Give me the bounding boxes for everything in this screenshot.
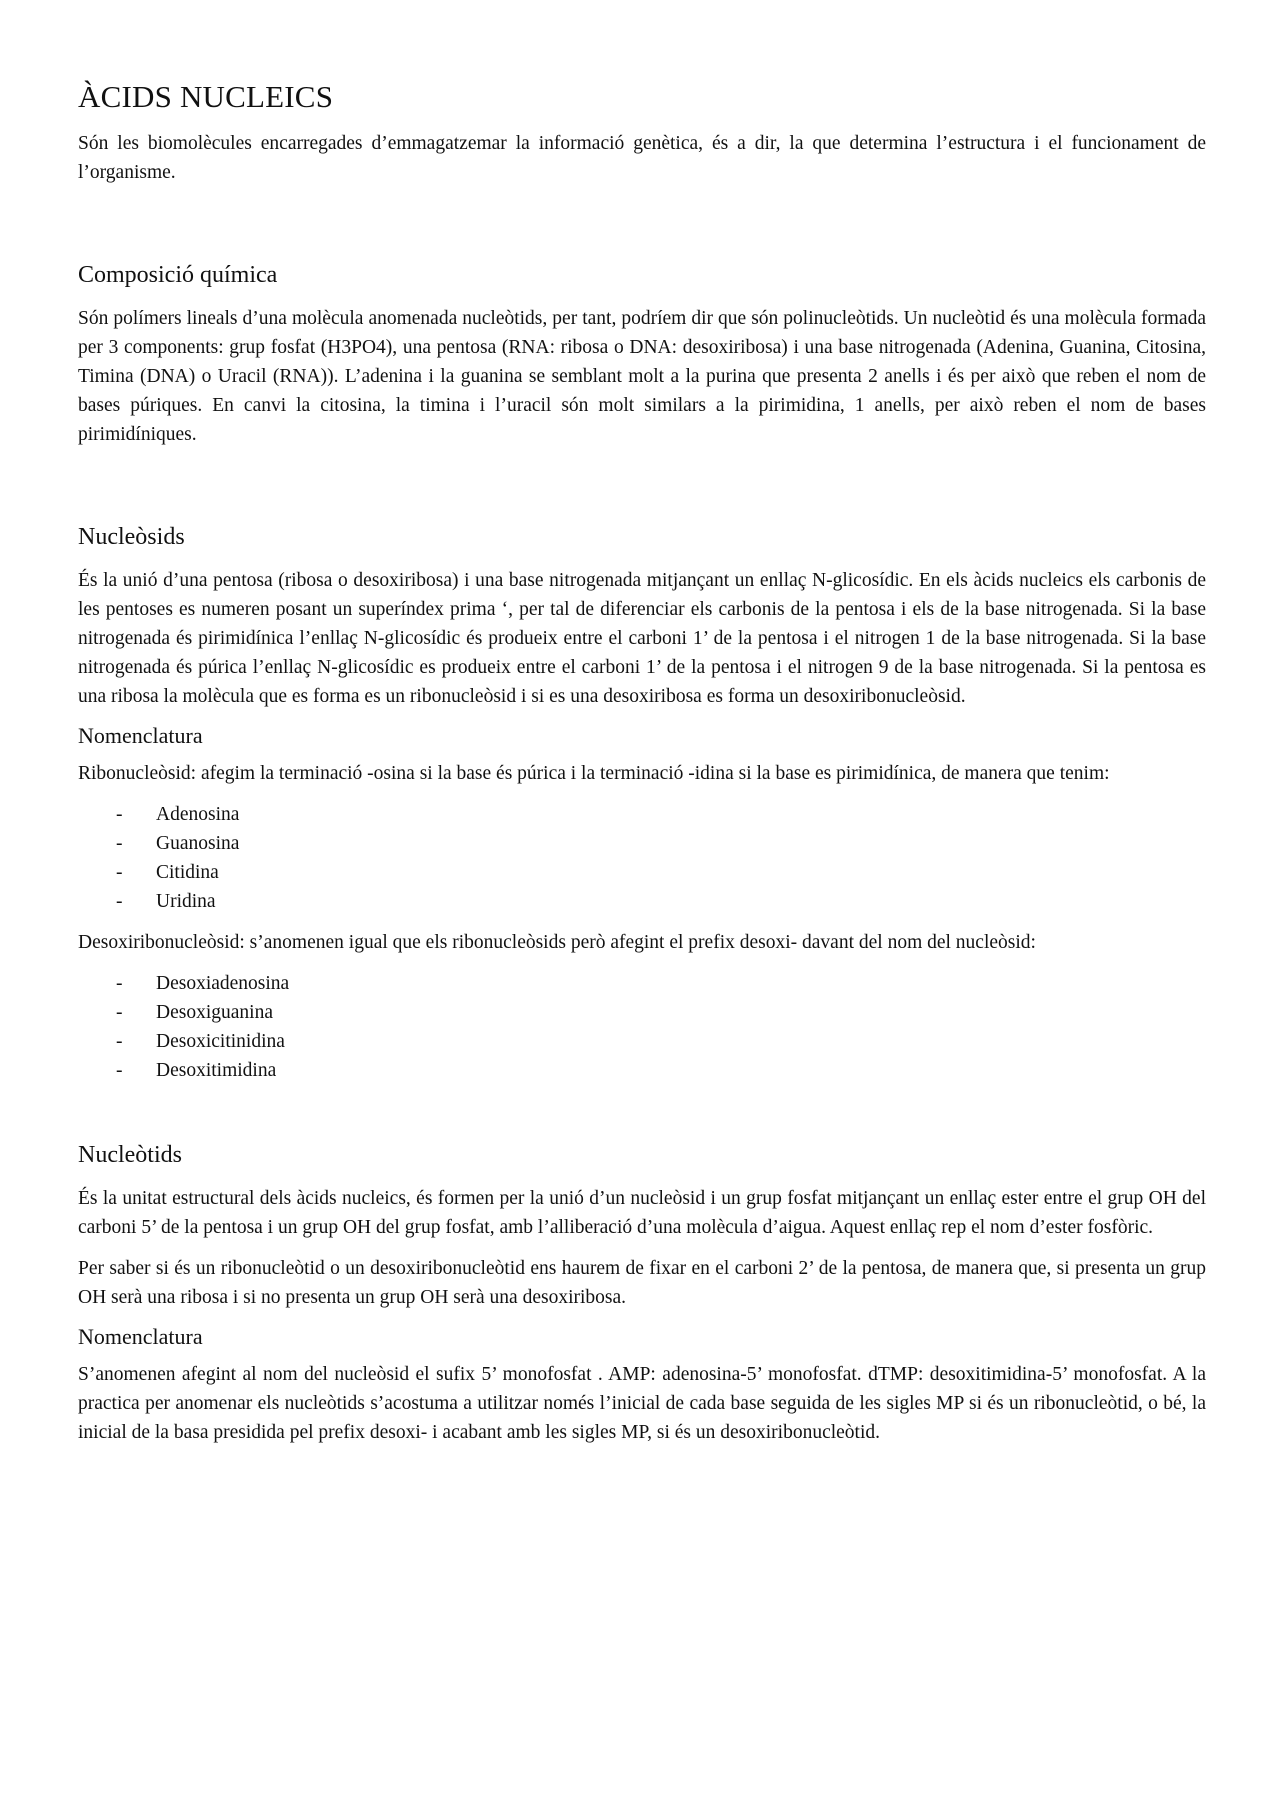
nucleotids-paragraph-2: Per saber si és un ribonucleòtid o un desoxiribonucleòtid ens haurem de fixar en el carboni 2’ de la pentosa, de manera que, si presenta un grup OH serà una ribosa i si no presenta un grup OH serà una desoxiribosa. — [78, 1257, 1206, 1308]
list-item: - Desoxitimidina — [78, 1056, 1206, 1085]
section-heading-nucleotids: Nucleòtids — [78, 1142, 182, 1169]
composicio-paragraph: Són polímers lineals d’una molècula anomenada nucleòtids, per tant, podríem dir que són polinucleòtids. Un nucleòtid és una molècula formada per 3 components: grup fosfat (H3PO4), una pentosa (RNA: ribosa o DNA: desoxiribosa) i una base nitrogenada (Adenina, Guanina, Citosina, Timina (DNA) o Uracil (RNA)). L’adenina i la guanina se semblant molt a la purina que presenta 2 anells i és per això que reben el nom de bases púriques. En canvi la citosina, la timina i l’uracil són molt similars a la pirimidina, 1 anells, per això reben el nom de bases pirimidíniques. — [78, 307, 1206, 445]
ribonucleosid-paragraph: Ribonucleòsid: afegim la terminació -osina si la base és púrica i la terminació -idina si la base es pirimidínica, de manera que tenim: — [78, 763, 1110, 785]
list-item: - Desoxicitinidina — [78, 1027, 1206, 1056]
section-heading-nucleosids: Nucleòsids — [78, 523, 185, 550]
nomenclatura-nucleotids-paragraph: S’anomenen afegint al nom del nucleòsid el sufix 5’ monofosfat . AMP: adenosina-5’ monofosfat. dTMP: desoxitimidina-5’ monofosfat. A la practica per anomenar els nucleòtids s’acostuma a utilitzar només l’inicial de cada base seguida de les sigles MP si és un ribonucleòtid, o bé, la inicial de la basa presidida pel prefix desoxi- i acabant amb les sigles MP, si és un desoxiribonucleòtid. — [78, 1364, 1206, 1444]
list-item: - Adenosina — [78, 800, 1206, 829]
intro-paragraph: Són les biomolècules encarregades d’emmagatzemar la informació genètica, és a dir, la que determina l’estructura i el funcionament de l’organisme. — [78, 133, 1206, 184]
desoxiribonucleosid-list — [78, 969, 1206, 1085]
list-item: - Desoxiguanina — [78, 998, 1206, 1027]
subsection-heading-nomenclatura-nucleotids: Nomenclatura — [78, 1323, 203, 1349]
document-page — [78, 78, 1206, 1459]
nucleotids-paragraph-1: És la unitat estructural dels àcids nucleics, és formen per la unió d’un nucleòsid i un grup fosfat mitjançant un enllaç ester entre el grup OH del carboni 5’ de la pentosa i un grup OH del grup fosfat, amb l’alliberació d’una molècula d’aigua. Aquest enllaç rep el nom d’ester fosfòric. — [78, 1187, 1206, 1238]
desoxiribonucleosid-paragraph: Desoxiribonucleòsid: s’anomenen igual que els ribonucleòsids però afegint el prefix desoxi- davant del nom del nucleòsid: — [78, 932, 1036, 954]
document-title: ÀCIDS NUCLEICS — [78, 79, 334, 114]
ribonucleosid-list — [78, 800, 1206, 916]
list-item: - Guanosina — [78, 829, 1206, 858]
list-item: - Uridina — [78, 887, 1206, 916]
subsection-heading-nomenclatura-nucleosids: Nomenclatura — [78, 722, 203, 748]
list-item: - Citidina — [78, 858, 1206, 887]
list-item: - Desoxiadenosina — [78, 969, 1206, 998]
section-heading-composicio: Composició química — [78, 262, 278, 289]
nucleosids-paragraph: És la unió d’una pentosa (ribosa o desoxiribosa) i una base nitrogenada mitjançant un enllaç N-glicosídic. En els àcids nucleics els carbonis de les pentoses es numeren posant un superíndex prima ‘, per tal de diferenciar els carbonis de la pentosa i els de la base nitrogenada. Si la base nitrogenada és pirimidínica l’enllaç N-glicosídic és produeix entre el carboni 1’ de la pentosa i el nitrogen 1 de la base nitrogenada. Si la base nitrogenada és púrica l’enllaç N-glicosídic es produeix entre el carboni 1’ de la pentosa i el nitrogen 9 de la base nitrogenada. Si la pentosa es una ribosa la molècula que es forma es un ribonucleòsid i si es una desoxiribosa es forma un desoxiribonucleòsid. — [78, 569, 1206, 707]
